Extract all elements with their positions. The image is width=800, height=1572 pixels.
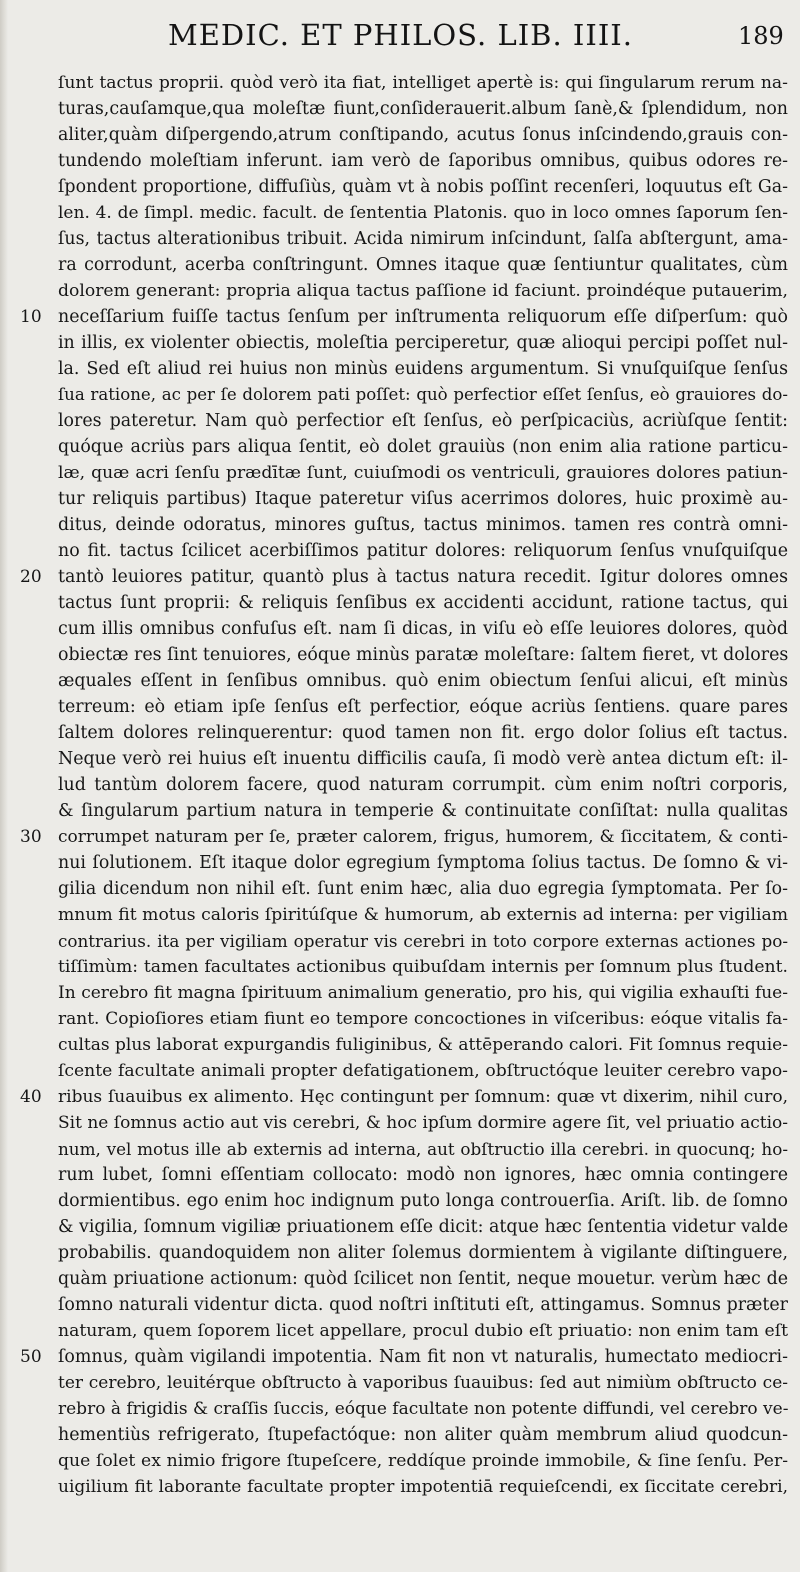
text-line — [0, 1396, 800, 1422]
line-text: len. 4. de ſimpl. medic. facult. de ſententia Platonis. quo in loco omnes ſaporum ſen- — [58, 203, 788, 223]
line-text: & ſingularum partium natura in temperie & continuitate conſiſtat: nulla qualitas — [58, 801, 788, 821]
text-line — [0, 1448, 800, 1474]
line-number: 10 — [20, 307, 42, 327]
text-line — [0, 1214, 800, 1240]
line-text: læ, quæ acri ſenſu prædītæ ſunt, cuiuſmodi os ventriculi, grauiores dolores patiun- — [58, 463, 788, 483]
text-line — [0, 434, 800, 460]
text-line — [0, 174, 800, 200]
line-text: la. Sed eſt aliud rei huius non minùs euidens argumentum. Si vnuſquiſque ſenſus — [58, 359, 788, 379]
line-text: ſomnus, quàm vigilandi impotentia. Nam fit non vt naturalis, humectato mediocri- — [58, 1347, 788, 1367]
text-line — [0, 980, 800, 1006]
text-line — [0, 590, 800, 616]
line-number: 40 — [20, 1087, 42, 1107]
line-text: Sit ne ſomnus actio aut vis cerebri, & hoc ipſum dormire agere ſit, vel priuatio actio- — [58, 1113, 788, 1133]
text-line — [0, 1344, 800, 1370]
text-line — [0, 798, 800, 824]
text-line — [0, 1318, 800, 1344]
text-line — [0, 928, 800, 954]
page-number: 189 — [738, 22, 784, 50]
line-text: que ſolet ex nimio frigore ſtupeſcere, reddíque proinde immobile, & ſine ſenſu. Per- — [58, 1451, 788, 1471]
line-text: ra corrodunt, acerba conſtringunt. Omnes itaque quæ ſentiuntur qualitates, cùm — [58, 255, 788, 275]
line-text: quàm priuatione actionum: quòd ſcilicet non ſentit, neque mouetur. verùm hæc de — [58, 1269, 788, 1289]
line-text: tur reliquis partibus) Itaque pateretur viſus acerrimos dolores, huic proximè au- — [58, 489, 788, 509]
line-text: ſus, tactus alterationibus tribuit. Acida nimirum inſcindunt, ſalſa abſtergunt, ama- — [58, 229, 788, 249]
line-text: ſomno naturali videntur dicta. quod noſtri inſtituti eſt, attingamus. Somnus præter — [58, 1295, 788, 1315]
line-text: naturam, quem ſoporem licet appellare, procul dubio eſt priuatio: non enim tam eſt — [58, 1321, 788, 1341]
text-line — [0, 1136, 800, 1162]
line-text: Neque verò rei huius eſt inuentu difficilis cauſa, ſi modò verè antea dictum eſt: il- — [58, 749, 788, 769]
line-text: tactus ſunt proprii: & reliquis ſenſibus ex accidenti accidunt, ratione tactus, qui — [58, 593, 788, 613]
line-text: rebro à frigidis & craſſis ſuccis, eóque facultate non potente diffundi, vel cerebro ve- — [58, 1399, 788, 1419]
line-text: in illis, ex violenter obiectis, moleſtia perciperetur, quæ alioqui percipi poſſet nul- — [58, 333, 788, 353]
text-line — [0, 772, 800, 798]
text-line — [0, 122, 800, 148]
text-line — [0, 70, 800, 96]
text-line — [0, 720, 800, 746]
text-line — [0, 512, 800, 538]
text-line — [0, 252, 800, 278]
text-line — [0, 902, 800, 928]
line-text: terreum: eò etiam ipſe ſenſus eſt perfectior, eóque acriùs ſentiens. quare pares — [58, 697, 788, 717]
line-text: neceſſarium fuiſſe tactus ſenſum per inſtrumenta reliquorum eſſe diſperſum: quò — [58, 307, 788, 327]
running-head-title: MEDIC. ET PHILOS. LIB. IIII. — [168, 18, 633, 52]
line-text: no fit. tactus ſcilicet acerbiſſimos patitur dolores: reliquorum ſenſus vnuſquiſque — [58, 541, 788, 561]
text-line — [0, 200, 800, 226]
text-line — [0, 1422, 800, 1448]
text-line — [0, 1240, 800, 1266]
text-line — [0, 356, 800, 382]
text-line — [0, 954, 800, 980]
text-line — [0, 1032, 800, 1058]
text-line — [0, 1474, 800, 1500]
text-line — [0, 850, 800, 876]
text-line — [0, 148, 800, 174]
text-line — [0, 1006, 800, 1032]
text-line — [0, 668, 800, 694]
text-line — [0, 408, 800, 434]
body-text — [0, 70, 800, 1500]
line-text: tundendo moleſtiam inferunt. iam verò de ſaporibus omnibus, quibus odores re- — [58, 151, 788, 171]
text-line — [0, 876, 800, 902]
text-line — [0, 460, 800, 486]
line-text: obiectæ res ſint tenuiores, eóque minùs paratæ moleſtare: ſaltem fieret, vt dolores — [58, 645, 788, 665]
text-line — [0, 538, 800, 564]
line-text: dolorem generant: propria aliqua tactus paſſione id faciunt. proindéque putauerim, — [58, 281, 788, 301]
line-text: ſunt tactus proprii. quòd verò ita fiat, intelliget apertè is: qui ſingularum rerum na- — [58, 73, 788, 93]
line-text: ſcente facultate animali propter defatigationem, obſtructóque leuiter cerebro vapo- — [58, 1061, 788, 1081]
line-text: aliter,quàm diſpergendo,atrum conſtipando, acutus ſonus inſcindendo,grauis con- — [58, 125, 788, 145]
line-text: In cerebro fit magna ſpirituum animalium generatio, pro his, qui vigilia exhauſti fue- — [58, 983, 788, 1003]
line-text: cum illis omnibus confuſus eſt. nam ſi dicas, in viſu eò eſſe leuiores dolores, quòd — [58, 619, 788, 639]
line-text: num, vel motus ille ab externis ad interna, aut obſtructio illa cerebri. in quocunq; ho- — [58, 1139, 788, 1159]
text-line — [0, 96, 800, 122]
text-line — [0, 824, 800, 850]
text-line — [0, 1162, 800, 1188]
line-text: & vigilia, ſomnum vigiliæ priuationem eſſe dicit: atque hæc ſententia videtur valde — [58, 1217, 788, 1237]
line-text: cultas plus laborat expurgandis fuliginibus, & attēperando calori. Fit ſomnus requie- — [58, 1035, 788, 1055]
text-line — [0, 1292, 800, 1318]
text-line — [0, 1110, 800, 1136]
text-line — [0, 616, 800, 642]
text-line — [0, 1370, 800, 1396]
line-number: 30 — [20, 827, 42, 847]
line-text: mnum fit motus caloris ſpiritúſque & humorum, ab externis ad interna: per vigiliam — [58, 905, 788, 925]
line-text: contrarius. ita per vigiliam operatur vis cerebri in toto corpore externas actiones po- — [58, 931, 788, 951]
line-text: nui ſolutionem. Eſt itaque dolor egregium ſymptoma ſolius tactus. De ſomno & vi- — [58, 853, 788, 873]
text-line — [0, 304, 800, 330]
line-text: ter cerebro, leuitérque obſtructo à vaporibus ſuauibus: ſed aut nimiùm obſtructo ce- — [58, 1373, 788, 1393]
running-head — [0, 14, 800, 58]
text-line — [0, 1266, 800, 1292]
text-line — [0, 746, 800, 772]
line-text: ribus ſuauibus ex alimento. Hęc contingunt per ſomnum: quæ vt dixerim, nihil curo, — [58, 1087, 788, 1107]
text-line — [0, 278, 800, 304]
line-text: æquales eſſent in ſenſibus omnibus. quò enim obiectum ſenſui alicui, eſt minùs — [58, 671, 788, 691]
text-line — [0, 330, 800, 356]
line-text: ſaltem dolores relinquerentur: quod tamen non fit. ergo dolor ſolius eſt tactus. — [58, 723, 788, 743]
line-text: quóque acriùs pars aliqua ſentit, eò dolet grauiùs (non enim alia ratione particu- — [58, 437, 788, 457]
line-text: ſpondent proportione, diffuſiùs, quàm vt à nobis poſſint recenſeri, loquutus eſt Ga- — [58, 177, 788, 197]
line-text: uigilium fit laborante facultate propter impotentiā requieſcendi, ex ſiccitate cerebri, — [58, 1477, 788, 1497]
text-line — [0, 382, 800, 408]
text-line — [0, 486, 800, 512]
line-number: 20 — [20, 567, 42, 587]
line-text: dormientibus. ego enim hoc indignum puto longa controuerſia. Ariſt. lib. de ſomno — [58, 1191, 788, 1211]
line-text: rum lubet, ſomni eſſentiam collocato: modò non ignores, hæc omnia contingere — [58, 1165, 788, 1185]
text-line — [0, 1084, 800, 1110]
line-number: 50 — [20, 1347, 42, 1367]
line-text: rant. Copioſiores etiam fiunt eo tempore concoctiones in viſceribus: eóque vitalis fa- — [58, 1009, 788, 1029]
line-text: gilia dicendum non nihil eſt. ſunt enim hæc, alia duo egregia ſymptomata. Per ſo- — [58, 879, 788, 899]
line-text: ſua ratione, ac per ſe dolorem pati poſſet: quò perfectior eſſet ſenſus, eò grauiores do- — [58, 385, 788, 404]
line-text: corrumpet naturam per ſe, præter calorem, frigus, humorem, & ſiccitatem, & conti- — [58, 827, 788, 847]
text-line — [0, 564, 800, 590]
line-text: lores pateretur. Nam quò perfectior eſt ſenſus, eò perſpicaciùs, acriùſque ſentit: — [58, 411, 788, 431]
line-text: tiſſimùm: tamen facultates actionibus quibuſdam internis per ſomnum plus ſtudent. — [58, 957, 788, 977]
line-text: ditus, deinde odoratus, minores guſtus, tactus minimos. tamen res contrà omni- — [58, 515, 788, 535]
text-line — [0, 1188, 800, 1214]
line-text: lud tantùm dolorem facere, quod naturam corrumpit. cùm enim noſtri corporis, — [58, 775, 788, 795]
text-line — [0, 642, 800, 668]
text-line — [0, 226, 800, 252]
line-text: hementiùs refrigerato, ſtupefactóque: non aliter quàm membrum aliud quodcun- — [58, 1425, 788, 1445]
line-text: turas,cauſamque,qua moleſtæ fiunt,conſiderauerit.album ſanè,& ſplendidum, non — [58, 99, 788, 119]
text-line — [0, 1058, 800, 1084]
line-text: tantò leuiores patitur, quantò plus à tactus natura recedit. Igitur dolores omnes — [58, 567, 788, 587]
text-line — [0, 694, 800, 720]
line-text: probabilis. quandoquidem non aliter ſolemus dormientem à vigilante diſtinguere, — [58, 1243, 788, 1263]
